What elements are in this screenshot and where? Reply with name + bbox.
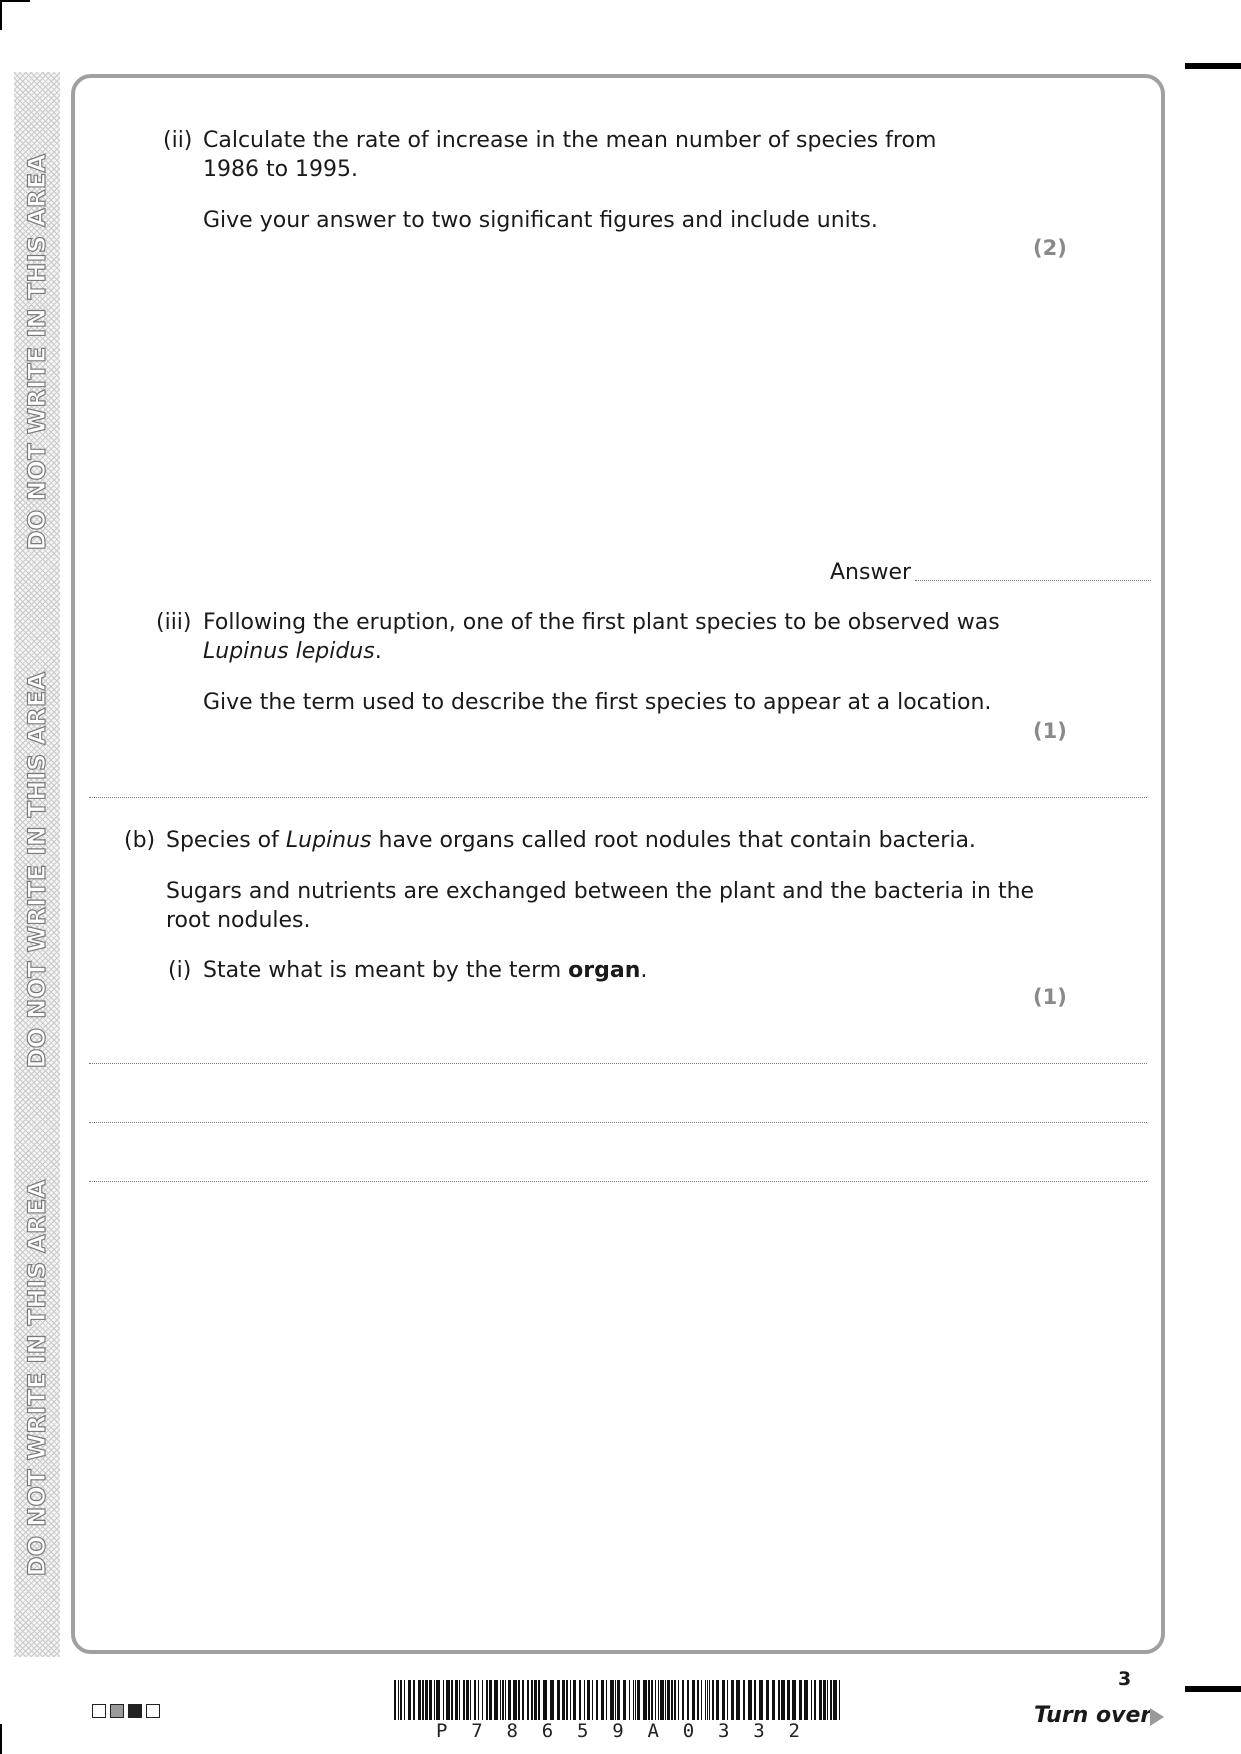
question-b-para-line1: Sugars and nutrients are exchanged between the plant and the bacteria in the	[166, 879, 1035, 904]
barcode-bar	[823, 1680, 826, 1720]
question-label-b: (b)	[124, 828, 156, 853]
barcode-digit: 8	[506, 1720, 518, 1742]
barcode-bar	[671, 1680, 673, 1720]
question-ii-line1: Calculate the rate of increase in the mean number of species from	[203, 128, 937, 153]
barcode-bar	[651, 1680, 653, 1720]
page-number: 3	[1118, 1668, 1132, 1690]
barcode-bar	[819, 1680, 822, 1720]
barcode-bar	[527, 1680, 529, 1720]
barcode-bar	[610, 1680, 614, 1720]
question-b-i-text: State what is meant by the term organ.	[203, 958, 648, 983]
barcode-bar	[665, 1680, 666, 1720]
barcode-bar	[707, 1680, 708, 1720]
barcode-digit: 7	[471, 1720, 483, 1742]
indicator-square	[128, 1704, 142, 1718]
answer-line[interactable]	[915, 580, 1151, 581]
crop-mark	[1185, 1686, 1241, 1692]
barcode-bar	[482, 1680, 483, 1720]
barcode-bar	[579, 1680, 581, 1720]
barcode-bar	[705, 1680, 706, 1720]
crop-mark	[1185, 63, 1241, 69]
barcode-bar	[466, 1680, 469, 1720]
barcode-bar	[655, 1680, 656, 1720]
barcode-bar	[781, 1680, 785, 1720]
question-ii-instruction: Give your answer to two significant figures and include units.	[203, 208, 878, 233]
question-iii-line2: Lupinus lepidus.	[203, 639, 382, 664]
barcode-bar	[436, 1680, 440, 1720]
barcode-bar	[623, 1680, 626, 1720]
barcode	[392, 1680, 844, 1720]
barcode-bar	[518, 1680, 520, 1720]
barcode-bar	[637, 1680, 640, 1720]
barcode-bar	[455, 1680, 458, 1720]
barcode-bar	[434, 1680, 435, 1720]
marks-ii: (2)	[1033, 236, 1067, 260]
barcode-bar	[443, 1680, 444, 1720]
barcode-bar	[478, 1680, 479, 1720]
barcode-bar	[772, 1680, 775, 1720]
barcode-digit: A	[647, 1720, 659, 1742]
barcode-bar	[731, 1680, 734, 1720]
question-number-b-i: (i)	[168, 958, 192, 983]
barcode-bar	[584, 1680, 585, 1720]
barcode-bar	[635, 1680, 636, 1720]
indicator-square	[146, 1704, 160, 1718]
barcode-bar	[557, 1680, 560, 1720]
indicator-square	[110, 1704, 124, 1718]
barcode-bar	[615, 1680, 616, 1720]
marks-iii: (1)	[1033, 719, 1067, 743]
barcode-bar	[804, 1680, 808, 1720]
barcode-digits	[392, 1720, 844, 1742]
barcode-bar	[592, 1680, 593, 1720]
barcode-bar	[404, 1680, 405, 1720]
barcode-bar	[550, 1680, 554, 1720]
barcode-bar	[827, 1680, 828, 1720]
barcode-bar	[799, 1680, 802, 1720]
barcode-bar	[633, 1680, 634, 1720]
crop-mark	[0, 1724, 2, 1754]
question-iii-instruction: Give the term used to describe the first species to appear at a location.	[203, 690, 992, 715]
barcode-bar	[422, 1680, 424, 1720]
barcode-bar	[486, 1680, 488, 1720]
barcode-bar	[643, 1680, 647, 1720]
barcode-bar	[667, 1680, 670, 1720]
barcode-bar	[692, 1680, 695, 1720]
barcode-bar	[474, 1680, 476, 1720]
question-iii-line1: Following the eruption, one of the first plant species to be observed was	[203, 610, 1000, 635]
barcode-bar	[811, 1680, 812, 1720]
barcode-bar	[505, 1680, 506, 1720]
barcode-bar	[814, 1680, 816, 1720]
barcode-bar	[743, 1680, 745, 1720]
answer-line[interactable]	[89, 1181, 1147, 1182]
barcode-bar	[413, 1680, 415, 1720]
barcode-bar	[716, 1680, 719, 1720]
barcode-bar	[606, 1680, 607, 1720]
barcode-digit: P	[436, 1720, 448, 1742]
barcode-bar	[697, 1680, 699, 1720]
barcode-bar	[494, 1680, 498, 1720]
barcode-digit: 6	[541, 1720, 554, 1742]
barcode-bar	[470, 1680, 471, 1720]
barcode-bar	[682, 1680, 684, 1720]
answer-line[interactable]	[89, 1063, 1147, 1064]
barcode-digit: 3	[753, 1720, 765, 1742]
barcode-bar	[792, 1680, 796, 1720]
barcode-bar	[513, 1680, 517, 1720]
barcode-bar	[617, 1680, 620, 1720]
barcode-bar	[722, 1680, 725, 1720]
barcode-bar	[425, 1680, 428, 1720]
question-ii-line2: 1986 to 1995.	[203, 157, 359, 182]
barcode-bar	[839, 1680, 840, 1720]
barcode-bar	[766, 1680, 769, 1720]
barcode-bar	[678, 1680, 679, 1720]
barcode-bar	[712, 1680, 714, 1720]
barcode-bar	[833, 1680, 837, 1720]
barcode-bar	[400, 1680, 402, 1720]
barcode-bar	[830, 1680, 832, 1720]
barcode-bar	[674, 1680, 676, 1720]
answer-frame	[71, 74, 1165, 1654]
turn-over-arrow-icon	[1150, 1708, 1164, 1726]
barcode-bar	[629, 1680, 630, 1720]
barcode-digit: 2	[788, 1720, 800, 1742]
barcode-bar	[687, 1680, 689, 1720]
barcode-bar	[459, 1680, 460, 1720]
barcode-bar	[648, 1680, 650, 1720]
answer-label: Answer	[830, 560, 912, 585]
barcode-bar	[502, 1680, 504, 1720]
barcode-digit: 3	[718, 1720, 730, 1742]
answer-line[interactable]	[89, 1122, 1147, 1123]
barcode-bar	[787, 1680, 790, 1720]
barcode-bar	[562, 1680, 565, 1720]
barcode-bar	[500, 1680, 501, 1720]
barcode-bar	[701, 1680, 702, 1720]
barcode-bar	[418, 1680, 421, 1720]
indicator-square	[92, 1704, 106, 1718]
question-number-iii: (iii)	[156, 610, 192, 635]
crop-mark	[0, 0, 2, 30]
barcode-bar	[463, 1680, 465, 1720]
barcode-bar	[538, 1680, 540, 1720]
barcode-bar	[408, 1680, 411, 1720]
marks-b-i: (1)	[1033, 985, 1067, 1009]
species-name: Lupinus lepidus	[203, 639, 375, 664]
barcode-bar	[601, 1680, 604, 1720]
barcode-bar	[522, 1680, 524, 1720]
barcode-bar	[394, 1680, 396, 1720]
barcode-bar	[573, 1680, 576, 1720]
barcode-bar	[759, 1680, 763, 1720]
barcode-bar	[446, 1680, 450, 1720]
barcode-bar	[566, 1680, 568, 1720]
barcode-bar	[748, 1680, 752, 1720]
barcode-bar	[508, 1680, 511, 1720]
barcode-bar	[658, 1680, 659, 1720]
crop-mark	[0, 0, 30, 2]
barcode-bar	[754, 1680, 756, 1720]
barcode-bar	[587, 1680, 590, 1720]
barcode-bar	[660, 1680, 664, 1720]
barcode-bar	[543, 1680, 547, 1720]
question-b-para-line2: root nodules.	[166, 908, 311, 933]
barcode-digit: 0	[682, 1720, 695, 1742]
answer-line[interactable]	[89, 797, 1147, 798]
turn-over-label: Turn over	[1034, 1703, 1152, 1728]
question-b-intro: Species of Lupinus have organs called root nodules that contain bacteria.	[166, 828, 976, 853]
barcode-bar	[709, 1680, 710, 1720]
question-number-ii: (ii)	[163, 128, 193, 153]
barcode-bar	[736, 1680, 740, 1720]
barcode-bar	[778, 1680, 780, 1720]
barcode-bar	[531, 1680, 533, 1720]
barcode-bar	[727, 1680, 728, 1720]
barcode-bar	[451, 1680, 453, 1720]
barcode-bar	[570, 1680, 571, 1720]
barcode-digit: 9	[612, 1720, 624, 1742]
barcode-bar	[489, 1680, 492, 1720]
barcode-bar	[429, 1680, 432, 1720]
barcode-bar	[596, 1680, 598, 1720]
barcode-bar	[398, 1680, 399, 1720]
barcode-bar	[534, 1680, 537, 1720]
barcode-digit: 5	[577, 1720, 589, 1742]
